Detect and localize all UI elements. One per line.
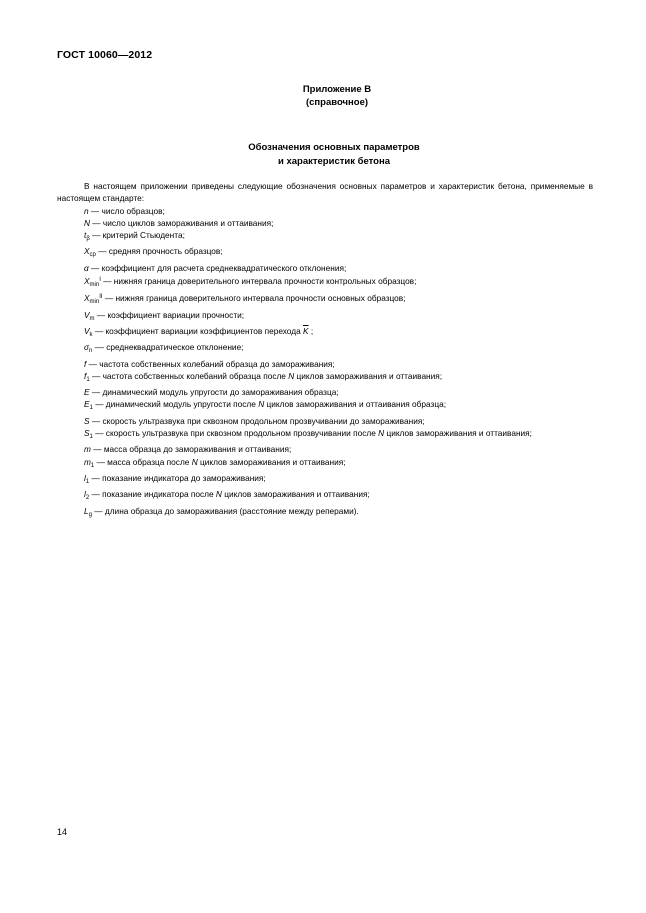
symbol: N <box>84 217 90 228</box>
symbol-list-item <box>57 205 593 217</box>
symbol-description: — частота собственных колебаний образца после <box>89 370 289 381</box>
symbol: S <box>84 415 90 426</box>
symbol: m <box>84 456 91 467</box>
symbol-subscript: 1 <box>89 405 93 412</box>
symbol: l <box>84 472 86 483</box>
symbol-description: — нижняя граница доверительного интервала прочности контрольных образцов; <box>100 276 417 287</box>
symbol-description: — коэффициент для расчета среднеквадратического отклонения; <box>88 262 347 273</box>
symbol: l <box>84 489 86 500</box>
symbol-list-item <box>57 358 593 370</box>
symbol-list-item <box>57 398 593 414</box>
symbol-subscript: 1 <box>89 434 93 441</box>
symbol-subscript: β <box>86 236 90 243</box>
symbol-description: — скорость ультразвука при сквозном продольном прозвучивании до замораживания; <box>89 415 425 426</box>
symbol-list-item <box>57 274 593 291</box>
symbol-subscript: g <box>88 511 92 518</box>
symbol-description: — число циклов замораживания и оттаивания; <box>90 217 274 228</box>
symbol-subscript: k <box>89 331 93 338</box>
symbol-description-tail: циклов замораживания и оттаивания; <box>384 428 532 439</box>
symbol: X <box>84 246 90 257</box>
symbol: E <box>84 399 90 410</box>
symbol-list-item <box>57 443 593 455</box>
page-number: 14 <box>57 827 68 837</box>
section-title <box>0 141 646 169</box>
document-body <box>57 180 593 521</box>
symbol-description: — средняя прочность образцов; <box>95 246 223 257</box>
symbol-subscript: min <box>89 299 100 306</box>
inline-symbol: N <box>258 399 265 410</box>
inline-symbol-mean: $\overline{K}$ <box>303 325 309 336</box>
symbol-subscript: 1 <box>86 376 90 383</box>
symbol: V <box>84 325 90 336</box>
symbol-superscript: II <box>99 294 103 301</box>
symbol-list-item <box>57 505 593 521</box>
symbol-list-item <box>57 291 593 308</box>
symbol-list-item <box>57 415 593 427</box>
symbol-list-item <box>57 370 593 386</box>
standard-code: ГОСТ 10060—2012 <box>57 49 153 61</box>
symbol-list-item <box>57 229 593 245</box>
symbol-description: — коэффициент вариации коэффициентов перехода <box>92 325 303 336</box>
symbol-list-item <box>57 341 593 357</box>
symbol-description: — скорость ультразвука при сквозном продольном прозвучивании после <box>92 428 379 439</box>
symbol-list-item <box>57 386 593 398</box>
symbol-subscript: 1 <box>85 478 90 485</box>
symbol: L <box>84 505 89 516</box>
symbol-description-tail: циклов замораживания и оттаивания образца; <box>264 399 447 410</box>
symbol-description: — масса образца после <box>94 456 192 467</box>
symbol-description-tail: циклов замораживания и оттаивания; <box>221 489 370 500</box>
appendix-type: (справочное) <box>305 97 369 108</box>
symbol: X <box>84 276 90 287</box>
symbol-list-item <box>57 488 593 504</box>
symbol-list-item <box>57 472 593 488</box>
symbol-description: — динамический модуль упругости после <box>92 399 259 410</box>
symbol-description: — число образцов; <box>88 205 165 216</box>
symbol-description: — масса образца до замораживания и оттаивания; <box>90 444 292 455</box>
symbol-description: — коэффициент вариации прочности; <box>94 309 245 320</box>
symbol-subscript: 2 <box>85 495 90 502</box>
symbol-list-item <box>57 309 593 325</box>
symbol-description-tail: ; <box>308 325 314 336</box>
symbol-description: — динамический модуль упругости до замораживания образца; <box>89 387 339 398</box>
symbol: m <box>84 444 91 455</box>
symbol: α <box>84 262 89 273</box>
symbol: V <box>84 309 90 320</box>
symbol-list-item <box>57 245 593 261</box>
document-header <box>57 49 152 61</box>
symbol: n <box>84 205 89 216</box>
symbol-description: — длина образца до замораживания (расстояние между реперами). <box>91 505 359 516</box>
symbol-description-tail: циклов замораживания и оттаивания; <box>294 370 443 381</box>
symbol-description: — нижняя граница доверительного интервала прочности основных образцов; <box>102 293 406 304</box>
symbol-description: –– среднеквадратическое отклонение; <box>92 342 244 353</box>
title-line-2: и характеристик бетона <box>277 156 390 167</box>
inline-symbol: N <box>215 489 222 500</box>
symbol-description-tail: циклов замораживания и оттаивания; <box>197 456 346 467</box>
appendix-label: Приложение В <box>302 84 372 95</box>
symbol: f <box>84 370 87 381</box>
symbol: f <box>84 358 87 369</box>
symbol-superscript: I <box>99 277 101 284</box>
title-line-1: Обозначения основных параметров <box>248 142 420 153</box>
symbol-list <box>57 205 593 521</box>
intro-paragraph: В настоящем приложении приведены следующие обозначения основных параметров и характеристик бетона, применяемые в настоящем стандарте: <box>57 181 593 204</box>
inline-symbol: N <box>378 428 385 439</box>
symbol-list-item <box>57 325 593 341</box>
symbol-list-item <box>57 217 593 229</box>
symbol-subscript: n <box>89 348 93 355</box>
symbol: E <box>84 387 90 398</box>
symbol-subscript: 1 <box>90 462 95 469</box>
symbol: S <box>84 428 90 439</box>
appendix-heading <box>0 83 646 109</box>
inline-symbol: N <box>191 456 198 467</box>
symbol: t <box>84 230 87 241</box>
symbol-description: — показание индикатора до замораживания; <box>89 472 266 483</box>
symbol-subscript: m <box>89 315 95 322</box>
symbol-description: — показание индикатора после <box>89 489 216 500</box>
symbol: σ <box>84 342 90 353</box>
symbol-list-item <box>57 456 593 472</box>
symbol-description: — критерий Стьюдента; <box>89 230 185 241</box>
symbol: X <box>84 293 90 304</box>
symbol-list-item <box>57 262 593 274</box>
symbol-subscript: min <box>89 282 100 289</box>
symbol-list-item <box>57 427 593 443</box>
symbol-subscript: ср <box>89 252 96 259</box>
inline-symbol: N <box>288 370 295 381</box>
symbol-description: — частота собственных колебаний образца до замораживания; <box>86 358 335 369</box>
